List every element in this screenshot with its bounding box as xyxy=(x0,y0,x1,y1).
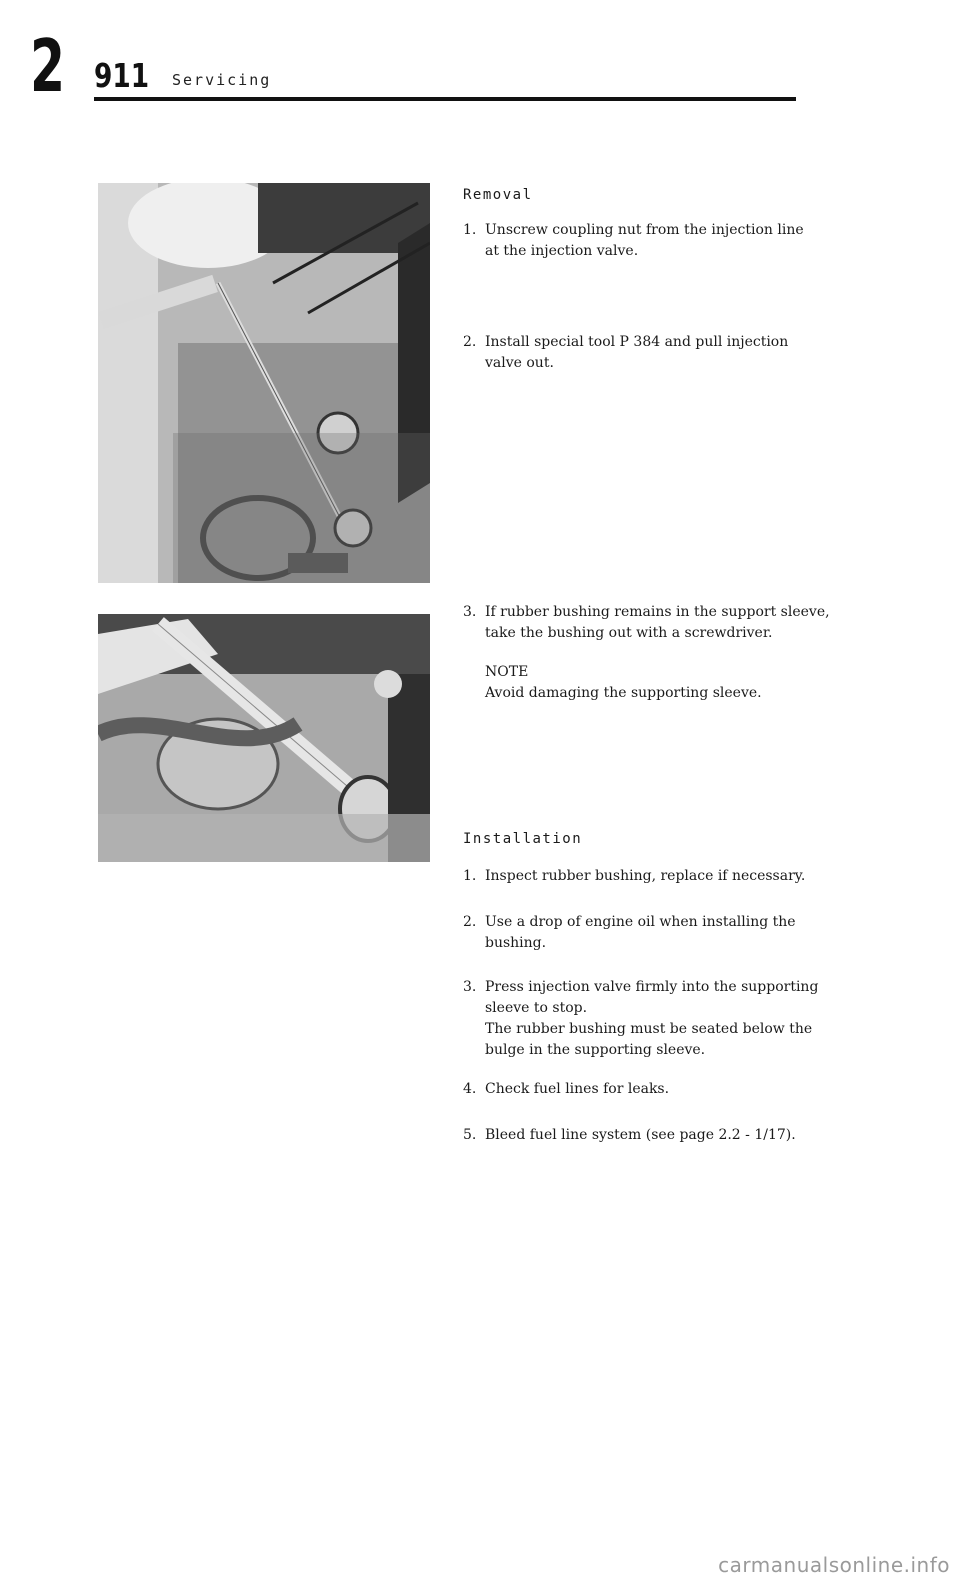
installation-step-1 xyxy=(463,866,805,887)
step-text: Unscrew coupling nut from the injection line xyxy=(485,222,804,238)
photo-2-illustration xyxy=(98,614,430,862)
step-text: take the bushing out with a screwdriver. xyxy=(485,625,773,641)
step-text: Bleed fuel line system (see page 2.2 - 1/17). xyxy=(485,1127,796,1143)
header-rule xyxy=(94,97,796,101)
installation-step-4 xyxy=(463,1079,669,1100)
step-number: 5. xyxy=(463,1127,477,1143)
step-text: bulge in the supporting sleeve. xyxy=(485,1042,706,1058)
step-text: The rubber bushing must be seated below the xyxy=(485,1021,813,1037)
photo-1-illustration xyxy=(98,183,430,583)
step-number: 3. xyxy=(463,979,477,995)
step-number: 2. xyxy=(463,334,477,350)
installation-step-2 xyxy=(463,912,796,954)
step-text: valve out. xyxy=(485,355,554,371)
step-number: 3. xyxy=(463,604,477,620)
section-title: Servicing xyxy=(172,71,272,89)
model-number: 911 xyxy=(94,56,150,95)
step-number: 4. xyxy=(463,1081,477,1097)
step-text: If rubber bushing remains in the support sleeve, xyxy=(485,604,830,620)
removal-step-3 xyxy=(463,602,830,644)
removal-step-1 xyxy=(463,220,804,262)
chapter-number: 2 xyxy=(30,24,66,108)
step-number: 2. xyxy=(463,914,477,930)
step-number: 1. xyxy=(463,222,477,238)
watermark-link[interactable]: carmanualsonline.info xyxy=(718,1553,950,1577)
step-text: Use a drop of engine oil when installing the xyxy=(485,914,796,930)
removal-step-2 xyxy=(463,332,788,374)
step-text: Press injection valve firmly into the supporting xyxy=(485,979,819,995)
step-text: sleeve to stop. xyxy=(485,1000,588,1016)
step-text: Inspect rubber bushing, replace if necessary. xyxy=(485,868,806,884)
note-text: Avoid damaging the supporting sleeve. xyxy=(485,685,762,701)
photo-bushing-removal xyxy=(98,614,430,862)
step-text: bushing. xyxy=(485,935,547,951)
step-text: Install special tool P 384 and pull injection xyxy=(485,334,789,350)
step-text: at the injection valve. xyxy=(485,243,639,259)
note-label: NOTE xyxy=(485,664,529,680)
installation-step-5 xyxy=(463,1125,796,1146)
step-number: 1. xyxy=(463,868,477,884)
installation-heading: Installation xyxy=(463,831,583,847)
photo-injection-valve-removal xyxy=(98,183,430,583)
step-text: Check fuel lines for leaks. xyxy=(485,1081,670,1097)
installation-step-3 xyxy=(463,977,818,1061)
removal-heading: Removal xyxy=(463,187,533,203)
